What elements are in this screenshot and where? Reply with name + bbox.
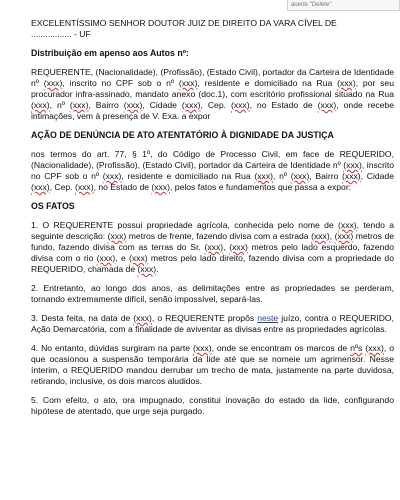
heading-line-2: ................. - UF [31, 29, 91, 39]
text-run: , [223, 242, 230, 252]
placeholder: (xxx) [31, 100, 50, 110]
text-run: , Cep. [200, 100, 231, 110]
placeholder: (xxx) [334, 231, 354, 241]
text-run: , e [115, 253, 130, 263]
text-run: , o que ocasionou a suspensão temporária da lide até que se nomeie um agrimensor. Nesse ínterim, o REQUERIDO mandou derrubar um trecho de mata, justamente na parte duvidosa, retirando, inclusive, os dois marcos aludidos. [31, 343, 394, 386]
text-run: metros de frente, fazendo divisa com a estrada [126, 231, 312, 241]
text-run: , Cidade [142, 100, 182, 110]
text-run: , residente e domiciliado na Rua [197, 78, 338, 88]
placeholder: (xxx) [137, 264, 157, 274]
placeholder: (xxx) [107, 231, 127, 241]
action-title: AÇÃO DE DENÚNCIA DE ATO ATENTATÓRIO À DIGNIDADE DA JUSTIÇA [31, 130, 334, 140]
court-heading [31, 18, 394, 40]
placeholder: (xxx) [96, 253, 116, 263]
neste-link[interactable]: neste [257, 313, 279, 323]
fact-3-paragraph [31, 313, 394, 335]
text-run: , Bairro [309, 171, 343, 181]
placeholder: (xxx) [133, 313, 152, 323]
fact-5-paragraph: 5. Com efeito, o ato, ora impugnado, constitui inovação do estado da lide, configurando hipótese de atentado, que urge seja purgado. [31, 395, 394, 416]
text-run: , no Estado de [93, 182, 152, 192]
placeholder: (xxx) [311, 231, 330, 241]
text-run: nos termos do art. 77, § 1º, do Código de Processo Civil, em face de REQUERIDO, (Nacionalidade), (Profissão), (Estado Civil), portador da Carteira de Identidade nº [31, 149, 394, 170]
placeholder: (xxx) [254, 171, 274, 181]
text-run: , por seu procurador infra-assinado, mandato anexo (doc.1), com escritório profissional situado na Rua [31, 78, 394, 99]
text-run: , residente e domiciliado na Rua [121, 171, 255, 181]
text-run: , onde recebe intimações, vem à presença de V. Exa. a expor [31, 100, 394, 121]
placeholder: (xxx) [365, 343, 384, 353]
placeholder: (xxx) [338, 220, 357, 230]
text-run: , [329, 231, 335, 241]
text-run: , Bairro [88, 100, 124, 110]
text-run: , pelos fatos e fundamentos que passa a expor: [170, 182, 352, 192]
text-run: , nº [49, 100, 70, 110]
placeholder: (xxx) [123, 100, 143, 110]
placeholder: (xxx) [69, 100, 89, 110]
facts-title: OS FATOS [31, 201, 75, 211]
placeholder: (xxx) [178, 78, 198, 88]
fact-2-paragraph: 2. Entretanto, ao longo dos anos, as delimitações entre as propriedades se perderam, tornando extremamente difícil, senão impossível, separá-las. [31, 283, 394, 304]
placeholder: (xxx) [74, 182, 94, 192]
text-run: metros de fundo, fazendo divisa com as terras do Sr. [31, 231, 394, 252]
placeholder: (xxx) [343, 160, 362, 170]
party-paragraph [31, 67, 394, 122]
distribution-heading: Distribuição em apenso aos Autos nº: [31, 48, 189, 58]
text-run: , Cidade [360, 171, 394, 181]
placeholder: (xxx) [337, 78, 356, 88]
placeholder: (xxx) [151, 182, 171, 192]
text-run: REQUERENTE, (Nacionalidade), (Profissão), (Estado Civil), portador da Carteira de Identidade nº [31, 67, 395, 88]
text-run: metros pelo lado esquerdo, fazendo divisa com o rio [31, 242, 394, 263]
text-run: , o REQUERENTE propôs [151, 313, 258, 323]
placeholder: (xxx) [31, 182, 50, 192]
text-run: , nº [273, 171, 291, 181]
text-run: metros pelo lado direito, fazendo divisa com a propriedade do REQUERIDO, chamada de [31, 253, 394, 274]
fact-1-paragraph [31, 220, 394, 275]
text-run: , onde se encontram os marcos de [211, 343, 351, 353]
text-run: 1. O REQUERENTE possui propriedade agrícola, conhecida pelo nome de [31, 220, 339, 230]
text-run: , no Estado de [249, 100, 318, 110]
placeholder: (xxx) [181, 100, 201, 110]
placeholder: (xxx) [230, 100, 250, 110]
placeholder: (xxx) [229, 242, 248, 252]
text-run: 3. Desta feita, na data de [31, 313, 134, 323]
fact-4-paragraph [31, 343, 394, 387]
placeholder: (xxx) [204, 242, 224, 252]
heading-line-1: EXCELENTÍSSIMO SENHOR DOUTOR JUIZ DE DIREITO DA VARA CÍVEL DE [31, 18, 337, 28]
text-run: , tendo a seguinte descrição: [31, 220, 394, 241]
text-run: , inscrito no CPF sob o nº [62, 78, 179, 88]
placeholder: (xxx) [43, 78, 63, 88]
text-run: . [156, 264, 159, 274]
placeholder: (xxx) [129, 253, 148, 263]
placeholder: (xxx) [192, 343, 212, 353]
defendant-paragraph [31, 149, 394, 193]
text-run: , inscrito no CPF sob o nº [31, 160, 395, 181]
placeholder: (xxx) [317, 100, 337, 110]
text-run: juízo, contra o REQUERIDO, Ação Demarcatória, com a finalidade de aviventar as divisas entre as propriedades agrícolas. [31, 313, 394, 334]
placeholder: (xxx) [102, 171, 122, 181]
text-run: 4. No entanto, dúvidas surgiram na parte [31, 343, 193, 353]
placeholder: nºs [350, 343, 363, 353]
placeholder: (xxx) [342, 171, 361, 181]
comment-note: aoerte "Delete" [287, 0, 400, 11]
text-run: , Cep. [49, 182, 75, 192]
placeholder: (xxx) [290, 171, 310, 181]
